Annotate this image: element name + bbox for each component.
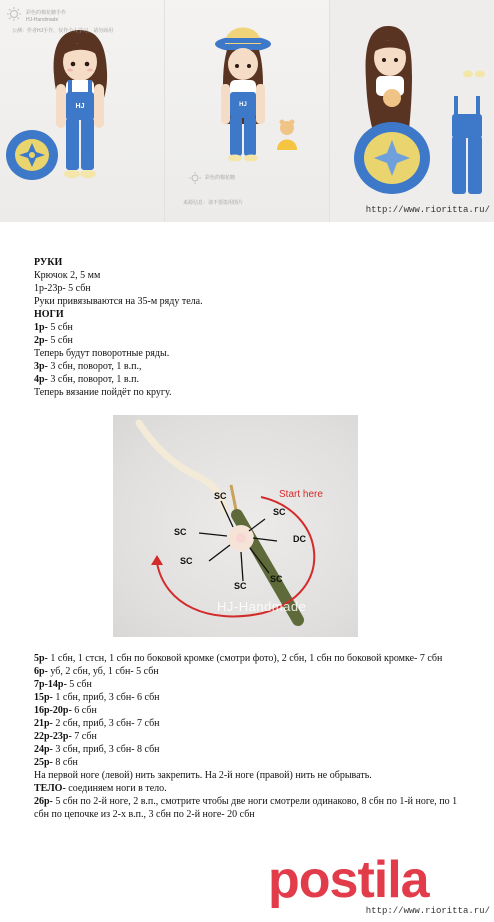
row-text: 5 сбн (47, 335, 73, 346)
stitch-diagram-photo (113, 415, 358, 637)
row-text: уб, 2 сбн, уб, 1 сбн- 5 сбн (47, 666, 159, 677)
row-instruction (34, 652, 474, 665)
photo-panel-front (0, 0, 164, 222)
row-label: 3р- (34, 361, 48, 372)
text-line: Теперь будут поворотные ряды. (34, 348, 170, 359)
row-label: 21р- (34, 718, 53, 729)
row-text: 5 сбн по 2-й ноге, 2 в.п., смотрите чтобы две ноги смотрели одинаково, 8 сбн по 1-й ноге, по 1 сбн по цепочке из 2-х в.п., 3 сбн по 2-й ноге- 20 сбн (34, 796, 458, 820)
row-label: 22р-23р- (34, 731, 72, 742)
row-label: ТЕЛО- (34, 783, 66, 794)
pattern-text-top (34, 256, 474, 399)
brand-caption-latin: HJ-Handmade (26, 17, 59, 23)
brand-note: 公测：作者HJ手作，仅作个人学习，请勿商用 (12, 28, 114, 34)
text-line: 1р-23р- 5 сбн (34, 283, 91, 294)
watermark-url: http://www.rioritta.ru/ (365, 205, 490, 215)
row-instruction (34, 678, 474, 691)
start-here-label: Start here (279, 489, 323, 500)
row-label: 16р-20р- (34, 705, 72, 716)
photo-panel-set (329, 0, 494, 222)
row-label: 1р- (34, 322, 48, 333)
row-text: 1 сбн, 1 стсн, 1 сбн по боковой кромке (смотри фото), 2 сбн, 1 сбн по боковой кромке- 7 сбн (47, 653, 443, 664)
row-label: 2р- (34, 335, 48, 346)
sc-label: SC (270, 574, 283, 584)
dc-label: DC (293, 534, 306, 544)
row-instruction (34, 743, 474, 756)
row-text: 3 сбн, поворот, 1 в.п. (47, 374, 139, 385)
footer-url[interactable]: http://www.rioritta.ru/ (365, 906, 490, 916)
row-text: 7 сбн (71, 731, 97, 742)
mid-brand-caption: 彩色的棉花糖 (205, 175, 236, 181)
row-instruction (34, 795, 474, 821)
overalls-letters: HJ (75, 103, 85, 110)
row-text: 1 сбн, приб, 3 сбн- 6 сбн (52, 692, 160, 703)
row-text: 5 сбн (47, 322, 73, 333)
row-text: 6 сбн (71, 705, 97, 716)
heading-legs: НОГИ (34, 309, 64, 320)
sc-label: SC (174, 527, 187, 537)
row-instruction (34, 334, 474, 347)
row-label: 4р- (34, 374, 48, 385)
sun-icon (189, 172, 201, 184)
photo-watermark: HJ-Handmade (217, 599, 307, 614)
text-line: Руки привязываются на 35-м ряду тела. (34, 296, 203, 307)
row-label: 26р- (34, 796, 53, 807)
row-instruction (34, 782, 474, 795)
row-label: 24р- (34, 744, 53, 755)
row-instruction (34, 717, 474, 730)
row-instruction (34, 321, 474, 334)
row-label: 25р- (34, 757, 53, 768)
row-instruction (34, 373, 474, 386)
row-text: 2 сбн, приб, 3 сбн- 7 сбн (52, 718, 160, 729)
row-instruction (34, 756, 474, 769)
sun-icon (7, 7, 21, 21)
row-instruction (34, 691, 474, 704)
row-text: 3 сбн, приб, 3 сбн- 8 сбн (52, 744, 160, 755)
mid-brand-note: 来源信息：请不要盗用图片 (183, 200, 244, 206)
row-text: 5 сбн (66, 679, 92, 690)
doll-hat-illustration (165, 0, 330, 222)
row-text: 3 сбн, поворот, 1 в.п., (47, 361, 142, 372)
text-line: Крючок 2, 5 мм (34, 270, 101, 281)
heading-arms: РУКИ (34, 257, 63, 268)
text-line: Теперь вязание пойдёт по кругу. (34, 387, 172, 398)
sc-label: SC (234, 581, 247, 591)
postila-logo[interactable]: postila (268, 851, 429, 909)
row-label: 5р- (34, 653, 48, 664)
row-instruction (34, 704, 474, 717)
photo-panel-hat (164, 0, 330, 222)
brand-caption: 彩色的棉花糖手作 (26, 10, 67, 16)
text-line: На первой ноге (левой) нить закрепить. На 2-й ноге (правой) нить не обрывать. (34, 770, 372, 781)
row-text: соединяем ноги в тело. (65, 783, 167, 794)
doll-set-illustration (330, 0, 494, 222)
row-instruction (34, 360, 474, 373)
row-instruction (34, 665, 474, 678)
row-label: 6р- (34, 666, 48, 677)
overalls-letters: HJ (239, 102, 247, 108)
doll-photo-banner (0, 0, 494, 222)
row-label: 7р-14р- (34, 679, 67, 690)
sc-label: SC (214, 491, 227, 501)
sc-label: SC (180, 556, 193, 566)
row-instruction (34, 730, 474, 743)
row-label: 15р- (34, 692, 53, 703)
sc-label: SC (273, 507, 286, 517)
row-text: 8 сбн (52, 757, 78, 768)
pattern-text-bottom (34, 652, 474, 821)
